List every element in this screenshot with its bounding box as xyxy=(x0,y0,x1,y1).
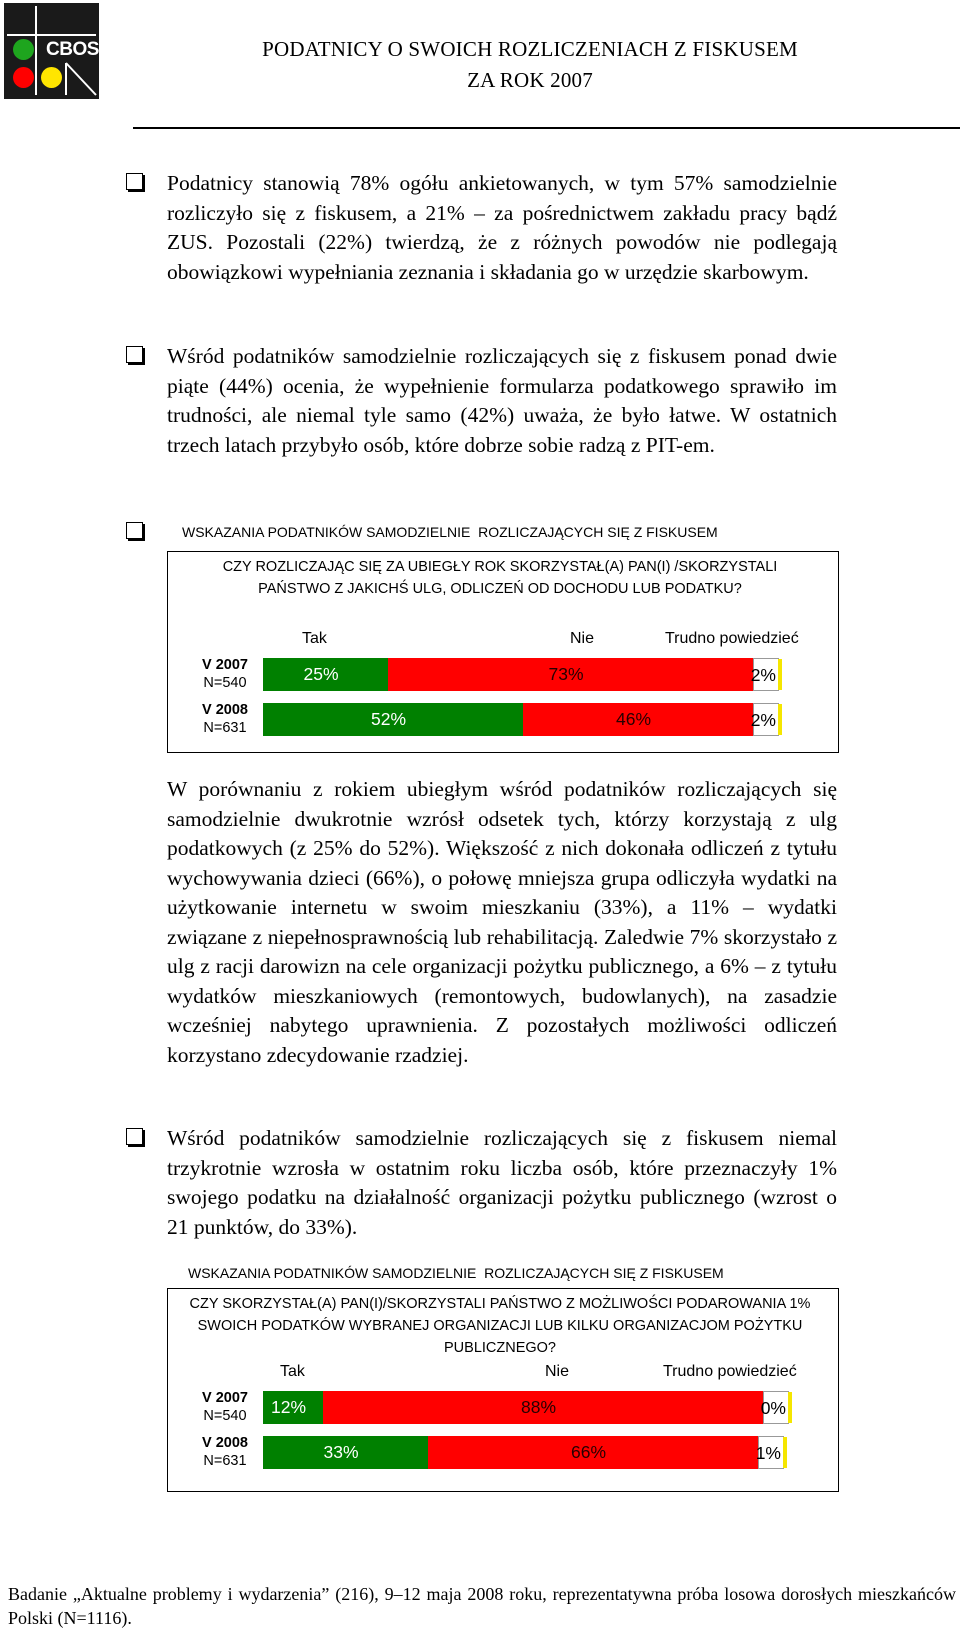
data-label: 66% xyxy=(571,1442,607,1462)
footer-note: Badanie „Aktualne problemy i wydarzenia” (216), 9–12 maja 2008 roku, reprezentatywna próba losowa dorosłych mieszkańców Polski (N=1116). xyxy=(8,1584,956,1628)
data-label: 2% xyxy=(750,665,776,685)
row-label-period: V 2007 xyxy=(202,657,248,673)
legend-trudno-powiedzieć: Trudno powiedzieć xyxy=(665,630,799,647)
header-divider xyxy=(133,127,960,129)
data-label: 88% xyxy=(521,1397,557,1417)
bar-segment-tak xyxy=(263,1436,428,1469)
stacked-bar xyxy=(263,658,787,691)
data-label: 52% xyxy=(371,709,407,729)
checkbox-bullet-icon xyxy=(126,173,143,190)
row-label-n: N=631 xyxy=(203,1453,247,1469)
checkbox-bullet-icon xyxy=(126,1128,143,1145)
header-title-line2: ZA ROK 2007 xyxy=(467,68,593,92)
data-label: 0% xyxy=(760,1398,786,1418)
data-label: 33% xyxy=(323,1442,359,1462)
bar-segment-td xyxy=(750,703,779,736)
bar-segment-tak xyxy=(263,658,388,691)
stacked-bar xyxy=(263,1391,787,1424)
bar-segment-nie xyxy=(523,703,753,736)
data-label: 46% xyxy=(616,709,652,729)
bar-segment-td xyxy=(750,658,779,691)
row-label-n: N=540 xyxy=(203,1408,247,1424)
data-label: 25% xyxy=(303,664,339,684)
header-title-line1: PODATNICY O SWOICH ROZLICZENIACH Z FISKUSEM xyxy=(262,37,798,61)
data-label: 1% xyxy=(755,1443,781,1463)
chart2-title: WSKAZANIA PODATNIKÓW SAMODZIELNIE ROZLICZAJĄCYCH SIĘ Z FISKUSEM xyxy=(188,1265,724,1281)
bullet-paragraph-3: Wśród podatników samodzielnie rozliczających się z fiskusem niemal trzykrotnie wzrosła w ostatnim roku liczba osób, które przeznaczyły 1% swojego podatku na działalność organizacji pożytku publicznego (wzrost o 21 punktów, do 33%). xyxy=(167,1126,837,1239)
row-label xyxy=(195,1434,255,1470)
bar-segment-td xyxy=(755,1436,784,1469)
data-label: 2% xyxy=(750,710,776,730)
legend-tak: Tak xyxy=(280,1363,305,1380)
legend-trudno-powiedzieć: Trudno powiedzieć xyxy=(663,1363,797,1380)
legend-nie: Nie xyxy=(545,1363,570,1380)
legend-tak: Tak xyxy=(302,630,327,647)
bar-segment-nie xyxy=(428,1436,758,1469)
checkbox-bullet-icon xyxy=(126,346,143,363)
body-paragraph: W porównaniu z rokiem ubiegłym wśród podatników rozliczających się samodzielnie dwukrotnie wzrósł odsetek tych, którzy korzystają z ulg podatkowych (z 25% do 52%). Większość z nich dokonała odliczeń z tytułu wychowywania dzieci (66%), o połowę mniejsza grupa odliczyła wydatki na użytkowanie internetu w swoim mieszkaniu (33%), a 11% – wydatki związane z niepełnosprawnością lub rehabilitacją. Zaledwie 7% skorzystało z ulg z racji darowizn na cele organizacji pożytku publicznego, a 6% – z tytułu wydatków mieszkaniowych (remontowych, budowlanych), na zasadzie wcześniej nabytego uprawnienia. Z pozostałych możliwości odliczeń korzystano zdecydowanie rzadziej. xyxy=(167,777,837,1067)
row-label xyxy=(195,656,255,692)
stacked-bar xyxy=(263,1436,787,1469)
row-label-period: V 2008 xyxy=(202,702,248,718)
row-label xyxy=(195,1389,255,1425)
legend-nie: Nie xyxy=(570,630,595,647)
chart1-question: CZY ROZLICZAJĄC SIĘ ZA UBIEGŁY ROK SKORZYSTAŁ(A) PAN(I) /SKORZYSTALI PAŃSTWO Z JAKICHŚ ULG, ODLICZEŃ OD DOCHODU LUB PODATKU? xyxy=(222,559,778,597)
bar-segment-nie xyxy=(388,658,753,691)
row-label xyxy=(195,701,255,737)
logo-text: CBOS xyxy=(46,39,99,60)
data-label: 12% xyxy=(271,1397,307,1417)
bar-segment-tak xyxy=(263,703,523,736)
bar-segment-nie xyxy=(323,1391,763,1424)
bar-segment-tak xyxy=(263,1391,323,1424)
chart2-question: CZY SKORZYSTAŁ(A) PAN(I)/SKORZYSTALI PAŃSTWO Z MOŻLIWOŚCI PODAROWANIA 1% SWOICH PODATKÓW WYBRANEJ ORGANIZACJI LUB KILKU ORGANIZACJOM POŻYTKU PUBLICZNEGO? xyxy=(189,1296,811,1356)
chart1-title: WSKAZANIA PODATNIKÓW SAMODZIELNIE ROZLICZAJĄCYCH SIĘ Z FISKUSEM xyxy=(182,524,718,540)
row-label-period: V 2007 xyxy=(202,1390,248,1406)
row-label-period: V 2008 xyxy=(202,1435,248,1451)
page-header-title xyxy=(120,34,940,96)
checkbox-bullet-icon xyxy=(126,522,143,539)
cbos-logo xyxy=(4,3,99,99)
bullet-paragraph-1: Podatnicy stanowią 78% ogółu ankietowanych, w tym 57% samodzielnie rozliczyło się z fiskusem, a 21% – za pośrednictwem zakładu pracy bądź ZUS. Pozostali (22%) twierdzą, że z różnych powodów nie podlegają obowiązkowi wypełniania zeznania i składania go w urzędzie skarbowym. xyxy=(167,171,837,284)
bullet-paragraph-2: Wśród podatników samodzielnie rozliczających się z fiskusem ponad dwie piąte (44%) ocenia, że wypełnienie formularza podatkowego sprawiło im trudności, ale niemal tyle samo (42%) uważa, że było łatwe. W ostatnich trzech latach przybyło osób, które dobrze sobie radzą z PIT-em. xyxy=(167,344,837,457)
row-label-n: N=540 xyxy=(203,675,247,691)
row-label-n: N=631 xyxy=(203,720,247,736)
data-label: 73% xyxy=(548,664,584,684)
stacked-bar xyxy=(263,703,787,736)
bar-segment-td xyxy=(760,1391,789,1424)
